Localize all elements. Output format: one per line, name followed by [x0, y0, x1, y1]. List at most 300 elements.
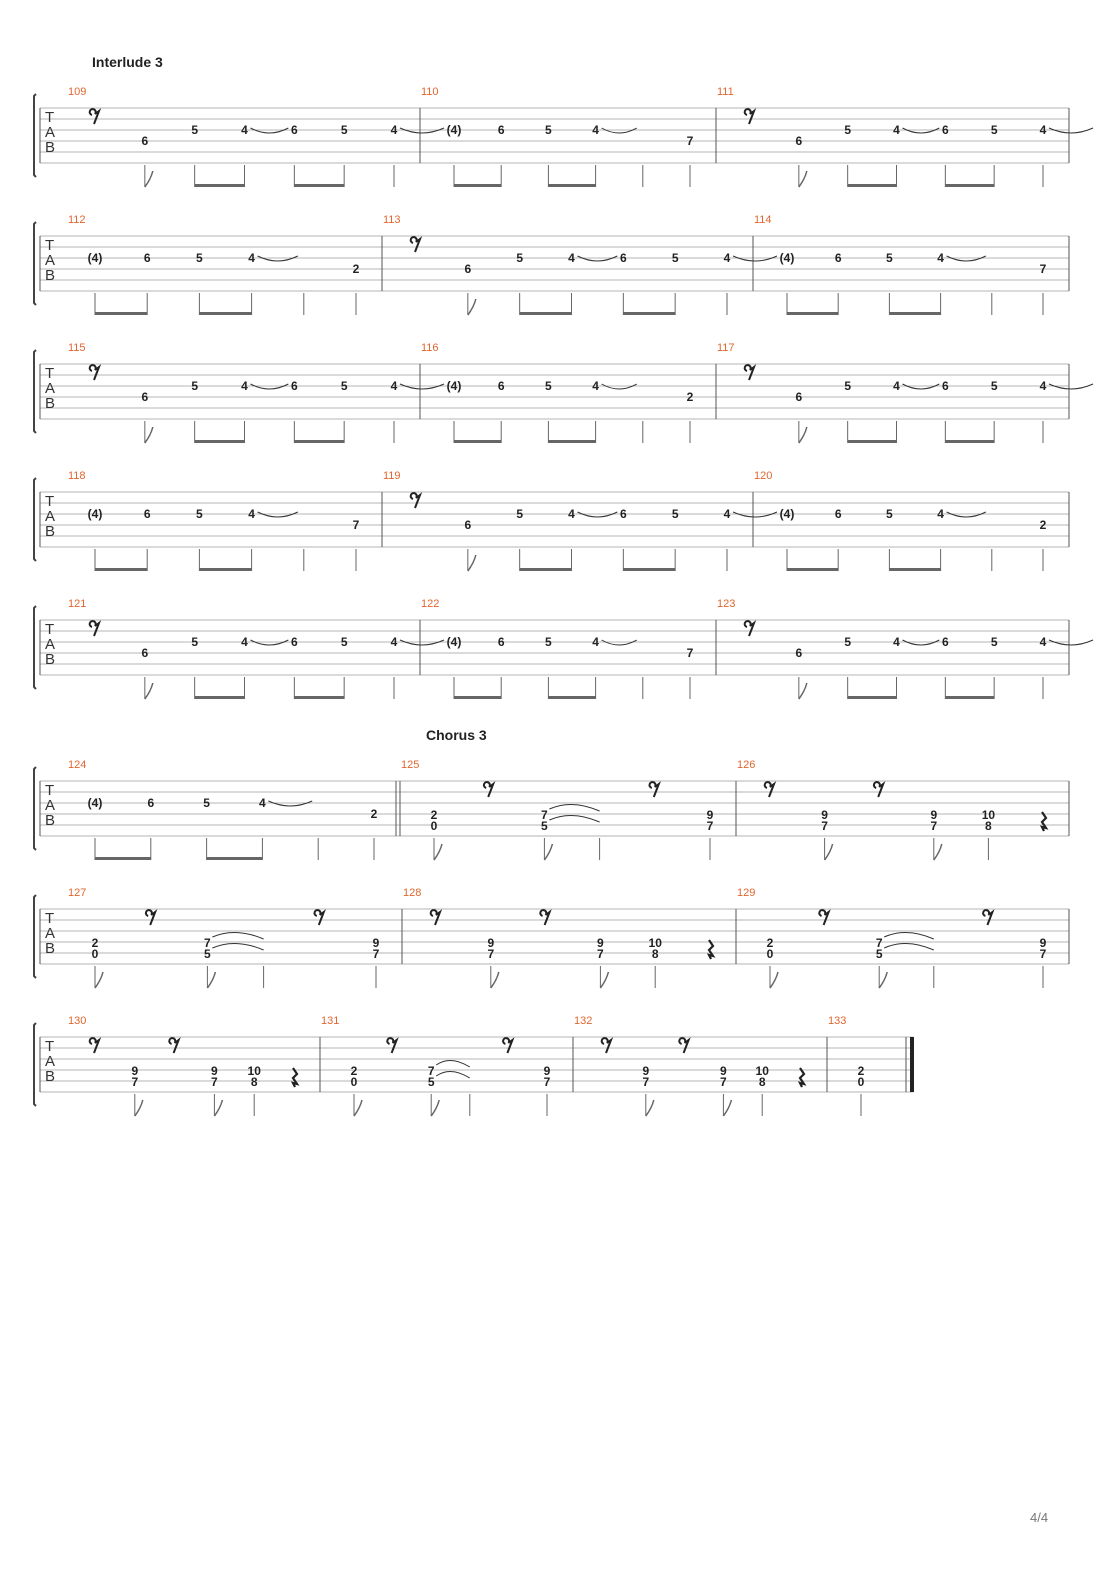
fret-number: 7 [821, 819, 828, 833]
note-beam [945, 440, 994, 443]
fret-number: 5 [204, 947, 211, 961]
eighth-rest [90, 109, 99, 124]
eighth-rest [503, 1038, 512, 1053]
note-beam [787, 568, 838, 571]
fret-number: 4 [241, 379, 248, 393]
fret-number: 5 [541, 819, 548, 833]
system-bracket [34, 895, 36, 978]
fret-number: 5 [196, 251, 203, 265]
measure-number: 122 [421, 598, 440, 610]
fret-number: 7 [1039, 947, 1047, 961]
measure-number: 109 [68, 86, 87, 98]
fret-number: 5 [990, 379, 998, 393]
clef-letter: A [45, 252, 56, 269]
system-bracket [34, 94, 36, 177]
fret-number: 4 [937, 251, 944, 265]
eighth-rest [602, 1038, 611, 1053]
note-beam [294, 440, 344, 443]
eighth-rest [90, 1038, 99, 1053]
clef-letter: B [45, 395, 56, 412]
fret-number: 4 [592, 635, 599, 649]
eighth-rest [169, 1038, 178, 1053]
fret-number: 4 [568, 251, 575, 265]
clef-letter: A [45, 508, 56, 525]
clef-letter: T [45, 493, 55, 510]
clef-letter: A [45, 124, 56, 141]
eighth-flag [207, 972, 215, 988]
fret-number: 4 [893, 635, 900, 649]
eighth-flag [354, 1100, 362, 1116]
section-label-interlude: Interlude 3 [92, 54, 163, 70]
eighth-rest [484, 782, 493, 797]
fret-number: 6 [619, 251, 627, 265]
staff-system [34, 470, 1069, 571]
fret-number: 6 [464, 518, 472, 532]
measure-number: 117 [717, 342, 735, 354]
fret-number: 0 [857, 1075, 865, 1089]
measure-number: 115 [68, 342, 86, 354]
fret-number: 4 [592, 123, 599, 137]
fret-number: 2 [352, 262, 360, 276]
fret-number: 8 [651, 947, 659, 961]
quarter-rest [800, 1068, 804, 1087]
fret-number: 9 [131, 1064, 139, 1078]
fret-number: 2 [350, 1064, 358, 1078]
fret-number: 6 [143, 251, 151, 265]
clef-letter: T [45, 1038, 55, 1055]
measure-number: 130 [68, 1015, 87, 1027]
fret-number: 4 [390, 123, 398, 137]
fret-number: (4) [779, 507, 795, 521]
system-bracket [34, 478, 36, 561]
measure-number: 126 [737, 759, 756, 771]
eighth-rest [387, 1038, 396, 1053]
note-beam [889, 312, 940, 315]
clef-letter: B [45, 1068, 56, 1085]
eighth-flag [468, 299, 476, 315]
tie-arc [884, 943, 934, 950]
eighth-flag [431, 1100, 439, 1116]
fret-number: 7 [543, 1075, 551, 1089]
fret-number: 9 [372, 936, 380, 950]
tie-arc [212, 943, 263, 950]
fret-number: 5 [990, 123, 998, 137]
fret-number: (4) [87, 796, 103, 810]
staff-system [34, 342, 1093, 443]
fret-number: 4 [248, 251, 255, 265]
fret-number: 8 [758, 1075, 766, 1089]
note-beam [454, 440, 501, 443]
note-beam [848, 184, 897, 187]
quarter-rest [709, 940, 713, 959]
note-beam [95, 568, 147, 571]
fret-number: 4 [1039, 123, 1047, 137]
fret-number: (4) [446, 635, 462, 649]
tie-arc [1049, 640, 1093, 645]
fret-number: 6 [141, 134, 149, 148]
fret-number: 4 [248, 507, 255, 521]
fret-number: 7 [541, 808, 548, 822]
measure-number: 125 [401, 759, 420, 771]
staff-system [34, 598, 1093, 699]
system-bracket [34, 767, 36, 850]
fret-number: 4 [390, 379, 398, 393]
fret-number: 7 [597, 947, 604, 961]
fret-number: 5 [340, 379, 348, 393]
fret-number: 4 [723, 251, 731, 265]
fret-number: 9 [487, 936, 495, 950]
fret-number: 6 [497, 379, 505, 393]
fret-number: (4) [446, 123, 462, 137]
measure-number: 110 [421, 86, 439, 98]
eighth-flag [646, 1100, 654, 1116]
tie-arc [436, 1071, 470, 1078]
fret-number: 9 [597, 936, 604, 950]
fret-number: 5 [875, 947, 883, 961]
note-beam [848, 440, 897, 443]
fret-number: 5 [191, 379, 199, 393]
fret-number: 4 [568, 507, 575, 521]
measure-number: 114 [754, 214, 772, 226]
fret-number: 9 [642, 1064, 650, 1078]
fret-number: 5 [203, 796, 210, 810]
fret-number: 4 [1039, 635, 1047, 649]
eighth-flag [544, 844, 552, 860]
note-beam [548, 696, 595, 699]
fret-number: 4 [592, 379, 599, 393]
note-beam [520, 312, 572, 315]
clef-letter: B [45, 523, 56, 540]
eighth-rest [745, 621, 754, 636]
fret-number: 2 [91, 936, 99, 950]
fret-number: 9 [720, 1064, 727, 1078]
tie-arc [212, 932, 263, 939]
fret-number: (4) [87, 251, 103, 265]
fret-number: 6 [497, 635, 505, 649]
fret-number: 6 [290, 123, 298, 137]
eighth-rest [649, 782, 658, 797]
measure-number: 129 [737, 887, 756, 899]
eighth-flag [95, 972, 103, 988]
note-beam [454, 696, 501, 699]
fret-number: 6 [941, 123, 949, 137]
eighth-flag [135, 1100, 143, 1116]
measure-number: 118 [68, 470, 86, 482]
fret-number: 4 [893, 379, 900, 393]
note-beam [787, 312, 838, 315]
measure-number: 132 [574, 1015, 593, 1027]
clef-letter: B [45, 267, 56, 284]
fret-number: 4 [241, 123, 248, 137]
fret-number: 4 [937, 507, 944, 521]
measure-number: 124 [68, 759, 87, 771]
note-beam [548, 184, 595, 187]
clef-letter: T [45, 910, 55, 927]
measure-number: 116 [421, 342, 439, 354]
fret-number: 2 [370, 807, 378, 821]
eighth-rest [540, 910, 549, 925]
fret-number: 9 [211, 1064, 218, 1078]
measure-number: 133 [828, 1015, 847, 1027]
eighth-rest [874, 782, 883, 797]
eighth-flag [145, 683, 153, 699]
fret-number: 5 [516, 251, 524, 265]
clef-letter: T [45, 621, 55, 638]
eighth-flag [600, 972, 608, 988]
fret-number: 10 [648, 936, 662, 950]
staff-system [34, 214, 1069, 315]
staff-system [34, 1015, 914, 1116]
quarter-rest [1042, 812, 1046, 831]
staff-system [34, 759, 1069, 860]
note-beam [195, 184, 245, 187]
measure-number: 121 [68, 598, 87, 610]
fret-number: 7 [720, 1075, 727, 1089]
eighth-flag [799, 171, 807, 187]
tie-arc [436, 1060, 470, 1067]
eighth-flag [145, 427, 153, 443]
eighth-rest [679, 1038, 688, 1053]
fret-number: 6 [290, 379, 298, 393]
note-beam [623, 568, 675, 571]
fret-number: 5 [671, 251, 679, 265]
eighth-rest [146, 910, 155, 925]
measure-number: 113 [383, 214, 401, 226]
clef-letter: T [45, 782, 55, 799]
fret-number: 8 [985, 819, 992, 833]
note-beam [294, 696, 344, 699]
clef-letter: T [45, 365, 55, 382]
fret-number: (4) [446, 379, 462, 393]
tie-arc [549, 815, 599, 822]
eighth-flag [468, 555, 476, 571]
measure-number: 120 [754, 470, 773, 482]
fret-number: 7 [875, 936, 883, 950]
fret-number: 5 [671, 507, 679, 521]
eighth-flag [825, 844, 833, 860]
eighth-rest [90, 621, 99, 636]
measure-number: 127 [68, 887, 87, 899]
staff-system [34, 887, 1069, 988]
fret-number: 8 [250, 1075, 258, 1089]
fret-number: 6 [619, 507, 627, 521]
fret-number: 5 [545, 379, 552, 393]
fret-number: 7 [706, 819, 714, 833]
fret-number: 7 [686, 646, 694, 660]
fret-number: 5 [844, 379, 852, 393]
clef-letter: B [45, 940, 56, 957]
fret-number: 5 [886, 251, 893, 265]
tie-arc [884, 932, 934, 939]
measure-number: 111 [717, 86, 734, 98]
fret-number: 6 [795, 646, 803, 660]
fret-number: 6 [497, 123, 505, 137]
system-bracket [34, 222, 36, 305]
system-bracket [34, 606, 36, 689]
staff-system [34, 86, 1093, 187]
fret-number: 0 [350, 1075, 358, 1089]
fret-number: 9 [821, 808, 828, 822]
fret-number: 4 [723, 507, 731, 521]
tie-arc [1049, 384, 1093, 389]
note-beam [95, 857, 151, 860]
measure-number: 119 [383, 470, 401, 482]
note-beam [195, 696, 245, 699]
fret-number: 6 [290, 635, 298, 649]
eighth-rest [314, 910, 323, 925]
fret-number: 5 [886, 507, 893, 521]
note-beam [454, 184, 501, 187]
fret-number: 5 [516, 507, 524, 521]
fret-number: 4 [259, 796, 266, 810]
eighth-flag [879, 972, 887, 988]
fret-number: 6 [143, 507, 151, 521]
eighth-rest [411, 237, 420, 252]
eighth-rest [745, 365, 754, 380]
tie-arc [1049, 128, 1093, 133]
eighth-flag [799, 427, 807, 443]
fret-number: 7 [1039, 262, 1047, 276]
fret-number: 7 [427, 1064, 435, 1078]
clef-letter: B [45, 139, 56, 156]
clef-letter: A [45, 1053, 56, 1070]
clef-letter: A [45, 380, 56, 397]
note-beam [548, 440, 595, 443]
measure-number: 123 [717, 598, 736, 610]
fret-number: 2 [857, 1064, 865, 1078]
measure-number: 112 [68, 214, 86, 226]
note-beam [199, 568, 251, 571]
fret-number: 6 [141, 390, 149, 404]
page-number: 4/4 [1030, 1510, 1049, 1525]
fret-number: 7 [930, 819, 938, 833]
fret-number: (4) [779, 251, 795, 265]
fret-number: 4 [1039, 379, 1047, 393]
system-bracket [34, 350, 36, 433]
fret-number: 6 [464, 262, 472, 276]
eighth-rest [819, 910, 828, 925]
fret-number: 5 [844, 635, 852, 649]
clef-letter: T [45, 109, 55, 126]
fret-number: 6 [834, 507, 842, 521]
fret-number: 5 [191, 123, 199, 137]
eighth-rest [765, 782, 774, 797]
fret-number: 5 [191, 635, 199, 649]
fret-number: 7 [131, 1075, 139, 1089]
final-bar-thick [910, 1037, 914, 1092]
eighth-rest [431, 910, 440, 925]
eighth-flag [934, 844, 942, 860]
fret-number: 5 [545, 123, 552, 137]
fret-number: 2 [430, 808, 438, 822]
clef-letter: A [45, 797, 56, 814]
section-label-chorus: Chorus 3 [426, 727, 487, 743]
clef-letter: B [45, 651, 56, 668]
fret-number: 6 [941, 635, 949, 649]
system-bracket [34, 1023, 36, 1106]
fret-number: 5 [427, 1075, 435, 1089]
clef-letter: A [45, 925, 56, 942]
eighth-rest [411, 493, 420, 508]
clef-letter: A [45, 636, 56, 653]
fret-number: 9 [930, 808, 938, 822]
note-beam [294, 184, 344, 187]
eighth-flag [434, 844, 442, 860]
fret-number: 7 [372, 947, 380, 961]
note-beam [199, 312, 251, 315]
fret-number: 7 [642, 1075, 650, 1089]
fret-number: 7 [686, 134, 694, 148]
eighth-flag [799, 683, 807, 699]
fret-number: 0 [91, 947, 99, 961]
note-beam [95, 312, 147, 315]
fret-number: 2 [686, 390, 694, 404]
fret-number: 5 [196, 507, 203, 521]
fret-number: 10 [755, 1064, 769, 1078]
fret-number: 7 [204, 936, 211, 950]
fret-number: 5 [990, 635, 998, 649]
fret-number: 2 [1039, 518, 1047, 532]
fret-number: 9 [543, 1064, 551, 1078]
eighth-flag [723, 1100, 731, 1116]
fret-number: 5 [844, 123, 852, 137]
fret-number: 7 [211, 1075, 218, 1089]
fret-number: 4 [390, 635, 398, 649]
measure-number: 128 [403, 887, 422, 899]
fret-number: 5 [545, 635, 552, 649]
note-beam [207, 857, 263, 860]
fret-number: 4 [893, 123, 900, 137]
fret-number: 9 [1039, 936, 1047, 950]
fret-number: 6 [941, 379, 949, 393]
fret-number: 6 [795, 134, 803, 148]
fret-number: 2 [766, 936, 774, 950]
eighth-flag [214, 1100, 222, 1116]
fret-number: 10 [247, 1064, 261, 1078]
eighth-flag [491, 972, 499, 988]
tie-arc [549, 804, 599, 811]
fret-number: 7 [487, 947, 495, 961]
fret-number: 5 [340, 123, 348, 137]
note-beam [889, 568, 940, 571]
eighth-rest [90, 365, 99, 380]
fret-number: 0 [430, 819, 438, 833]
fret-number: 5 [340, 635, 348, 649]
fret-number: 9 [706, 808, 714, 822]
clef-letter: T [45, 237, 55, 254]
eighth-rest [983, 910, 992, 925]
fret-number: 0 [766, 947, 774, 961]
note-beam [945, 696, 994, 699]
quarter-rest [293, 1068, 297, 1087]
fret-number: 10 [981, 808, 996, 822]
note-beam [623, 312, 675, 315]
measure-number: 131 [321, 1015, 340, 1027]
note-beam [195, 440, 245, 443]
fret-number: 6 [834, 251, 842, 265]
fret-number: 7 [352, 518, 360, 532]
fret-number: 6 [141, 646, 149, 660]
note-beam [520, 568, 572, 571]
eighth-flag [770, 972, 778, 988]
fret-number: (4) [87, 507, 103, 521]
note-beam [945, 184, 994, 187]
fret-number: 6 [795, 390, 803, 404]
eighth-flag [145, 171, 153, 187]
fret-number: 4 [241, 635, 248, 649]
eighth-rest [745, 109, 754, 124]
fret-number: 6 [147, 796, 155, 810]
